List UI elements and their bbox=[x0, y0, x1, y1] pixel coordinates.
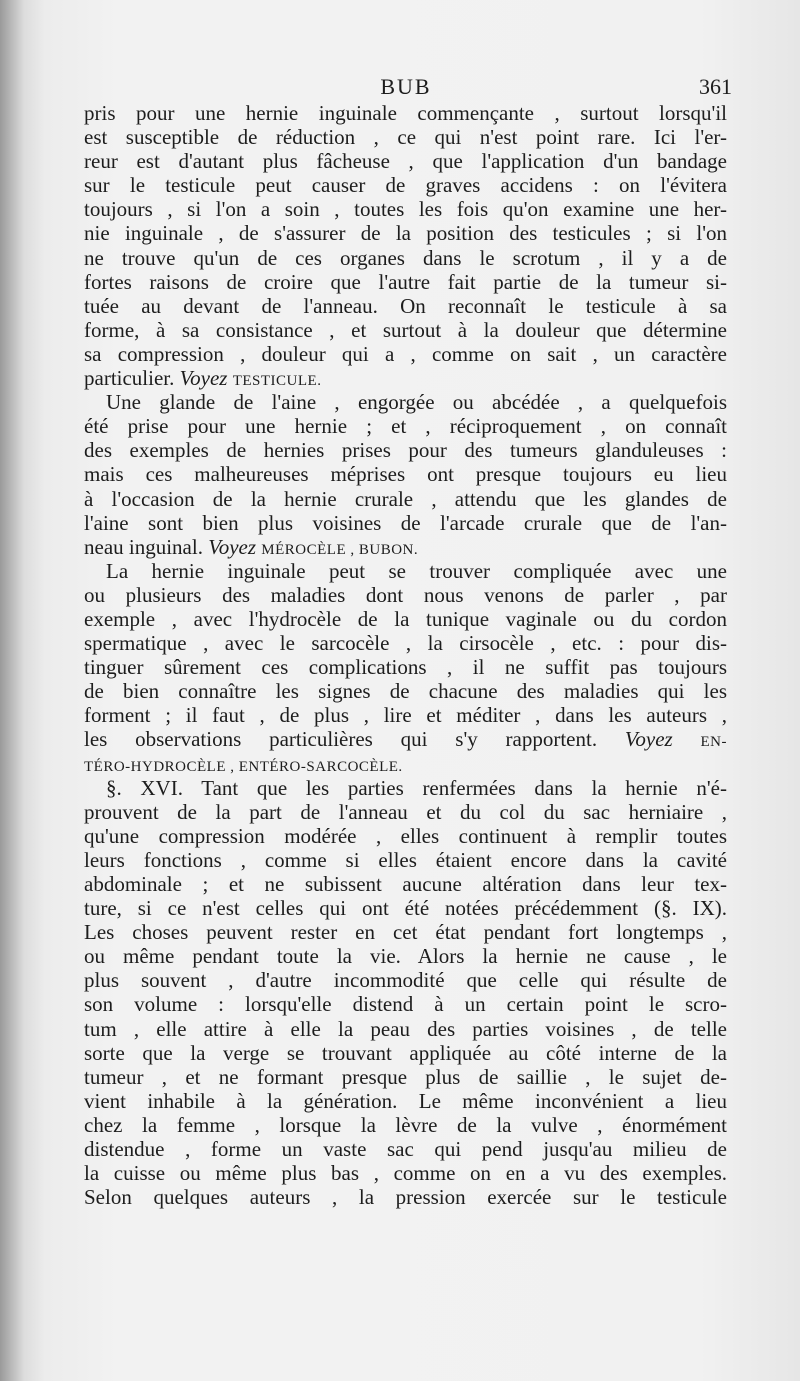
line-text: les observations particulières qui s'y rapportent. bbox=[84, 727, 598, 752]
text-line bbox=[84, 149, 727, 173]
text-line bbox=[84, 1161, 727, 1185]
text-line bbox=[84, 776, 727, 800]
text-line bbox=[84, 583, 727, 607]
line-text: abdominale ; et ne subissent aucune altération dans leur tex- bbox=[84, 872, 727, 896]
text-line bbox=[84, 607, 727, 631]
line-text: sorte que la verge se trouvant appliquée au côté interne de la bbox=[84, 1040, 727, 1065]
text-line bbox=[84, 848, 727, 872]
line-text: tum , elle attire à elle la peau des parties voisines , de telle bbox=[84, 1016, 727, 1041]
line-text: spermatique , avec le sarcocèle , la cirsocèle , etc. : pour dis- bbox=[84, 631, 727, 656]
text-line bbox=[84, 221, 727, 245]
text-line bbox=[84, 246, 727, 270]
line-text: à l'occasion de la hernie crurale , attendu que les glandes de bbox=[84, 486, 727, 511]
text-line bbox=[84, 487, 727, 511]
line-text: neau inguinal. bbox=[84, 534, 203, 559]
text-line bbox=[84, 173, 727, 197]
line-text: toujours , si l'on a soin , toutes les fois qu'on examine une her- bbox=[84, 197, 727, 222]
text-line bbox=[84, 655, 727, 679]
line-text: sur le testicule peut causer de graves accidens : on l'évitera bbox=[84, 173, 727, 198]
text-line bbox=[84, 896, 727, 920]
text-line bbox=[84, 462, 727, 486]
line-text: plus souvent , d'autre incommodité que celle qui résulte de bbox=[84, 968, 727, 993]
line-text: particulier. bbox=[84, 366, 175, 391]
text-line bbox=[84, 342, 727, 366]
line-text: Une glande de l'aine , engorgée ou abcédée , a quelquefois bbox=[106, 390, 727, 415]
text-line bbox=[84, 1065, 727, 1089]
line-text: leurs fonctions , comme si elles étaient encore dans la cavité bbox=[84, 847, 727, 872]
text-line bbox=[84, 559, 727, 583]
cross-reference: TESTICULE. bbox=[232, 373, 322, 390]
cross-reference: TÉRO-HYDROCÈLE , ENTÉRO-SARCOCÈLE. bbox=[84, 758, 403, 775]
text-line bbox=[84, 679, 727, 703]
line-text: fortes raisons de croire que l'autre fait partie de la tumeur si- bbox=[84, 269, 727, 294]
line-text: prouvent de la part de l'anneau et du col du sac herniaire , bbox=[84, 799, 727, 824]
line-text: Selon quelques auteurs , la pression exercée sur le testicule bbox=[84, 1185, 727, 1210]
text-line bbox=[84, 366, 727, 390]
text-line bbox=[84, 944, 727, 968]
line-text: chez la femme , lorsque la lèvre de la vulve , énormément bbox=[84, 1112, 727, 1137]
text-line bbox=[84, 125, 727, 149]
line-text: de bien connaître les signes de chacune des maladies qui les bbox=[84, 679, 727, 704]
line-text: forme, à sa consistance , et surtout à la douleur que détermine bbox=[84, 317, 727, 342]
cross-reference: EN- bbox=[700, 734, 727, 751]
voyez-reference-label: Voyez bbox=[179, 366, 228, 391]
line-text: vient inhabile à la génération. Le même inconvénient a lieu bbox=[84, 1088, 727, 1113]
text-line bbox=[84, 920, 727, 944]
line-text: mais ces malheureuses méprises ont presque toujours eu lieu bbox=[84, 462, 727, 487]
page-gutter-shadow bbox=[0, 0, 24, 1381]
text-line bbox=[84, 535, 727, 559]
line-text: ne trouve qu'un de ces organes dans le scrotum , il y a de bbox=[84, 245, 727, 270]
line-text: tinguer sûrement ces complications , il ne suffit pas toujours bbox=[84, 655, 727, 680]
line-text: reur est d'autant plus fâcheuse , que l'application d'un bandage bbox=[84, 149, 727, 174]
text-line bbox=[84, 824, 727, 848]
line-text: est susceptible de réduction , ce qui n'est point rare. Ici l'er- bbox=[84, 125, 727, 150]
text-line bbox=[84, 390, 727, 414]
text-line bbox=[84, 438, 727, 462]
line-text: pris pour une hernie inguinale commençante , surtout lorsqu'il bbox=[84, 101, 727, 125]
text-line bbox=[84, 872, 727, 896]
text-line bbox=[84, 294, 727, 318]
line-text: La hernie inguinale peut se trouver compliquée avec une bbox=[106, 558, 727, 583]
text-line bbox=[84, 752, 727, 776]
body-text bbox=[84, 101, 727, 1209]
text-line bbox=[84, 968, 727, 992]
text-line bbox=[84, 727, 727, 751]
line-text: tumeur , et ne formant presque plus de saillie , le sujet de- bbox=[84, 1064, 727, 1089]
line-text: des exemples de hernies prises pour des tumeurs glanduleuses : bbox=[84, 438, 727, 463]
line-text: ture, si ce n'est celles qui ont été notées précédemment (§. IX). bbox=[84, 896, 727, 921]
line-text: qu'une compression modérée , elles continuent à remplir toutes bbox=[84, 823, 727, 848]
line-text: §. XVI. Tant que les parties renfermées dans la hernie n'é- bbox=[106, 775, 727, 800]
page-header bbox=[80, 74, 732, 102]
text-line bbox=[84, 414, 727, 438]
text-line bbox=[84, 197, 727, 221]
text-line bbox=[84, 703, 727, 727]
cross-reference: MÉROCÈLE , BUBON. bbox=[261, 541, 419, 558]
voyez-reference-label: Voyez bbox=[624, 727, 673, 752]
line-text: été prise pour une hernie ; et , réciproquement , on connaît bbox=[84, 414, 727, 439]
text-line bbox=[84, 511, 727, 535]
voyez-reference-label: Voyez bbox=[208, 534, 257, 559]
text-line bbox=[84, 992, 727, 1016]
line-text: ou plusieurs des maladies dont nous venons de parler , par bbox=[84, 582, 727, 607]
text-line bbox=[84, 1113, 727, 1137]
text-line bbox=[84, 1137, 727, 1161]
text-line bbox=[84, 1089, 727, 1113]
page-number: 361 bbox=[699, 74, 732, 99]
line-text: sa compression , douleur qui a , comme on sait , un caractère bbox=[84, 341, 727, 366]
text-line bbox=[84, 800, 727, 824]
text-line bbox=[84, 1041, 727, 1065]
text-line bbox=[84, 270, 727, 294]
line-text: nie inguinale , de s'assurer de la position des testicules ; si l'on bbox=[84, 221, 727, 246]
line-text: Les choses peuvent rester en cet état pendant fort longtemps , bbox=[84, 920, 727, 945]
text-line bbox=[84, 318, 727, 342]
line-text: tuée au devant de l'anneau. On reconnaît le testicule à sa bbox=[84, 293, 727, 318]
text-line bbox=[84, 101, 727, 125]
line-text: ou même pendant toute la vie. Alors la hernie ne cause , le bbox=[84, 944, 727, 969]
line-text: la cuisse ou même plus bas , comme on en a vu des exemples. bbox=[84, 1161, 727, 1186]
line-text: distendue , forme un vaste sac qui pend jusqu'au milieu de bbox=[84, 1137, 727, 1162]
text-line bbox=[84, 1185, 727, 1209]
line-text: son volume : lorsqu'elle distend à un certain point le scro- bbox=[84, 992, 727, 1017]
line-text: exemple , avec l'hydrocèle de la tunique vaginale ou du cordon bbox=[84, 606, 727, 631]
text-line bbox=[84, 1017, 727, 1041]
line-text: l'aine sont bien plus voisines de l'arcade crurale que de l'an- bbox=[84, 510, 727, 535]
line-text: forment ; il faut , de plus , lire et méditer , dans les auteurs , bbox=[84, 703, 727, 728]
running-head: BUB bbox=[380, 74, 432, 99]
text-line bbox=[84, 631, 727, 655]
